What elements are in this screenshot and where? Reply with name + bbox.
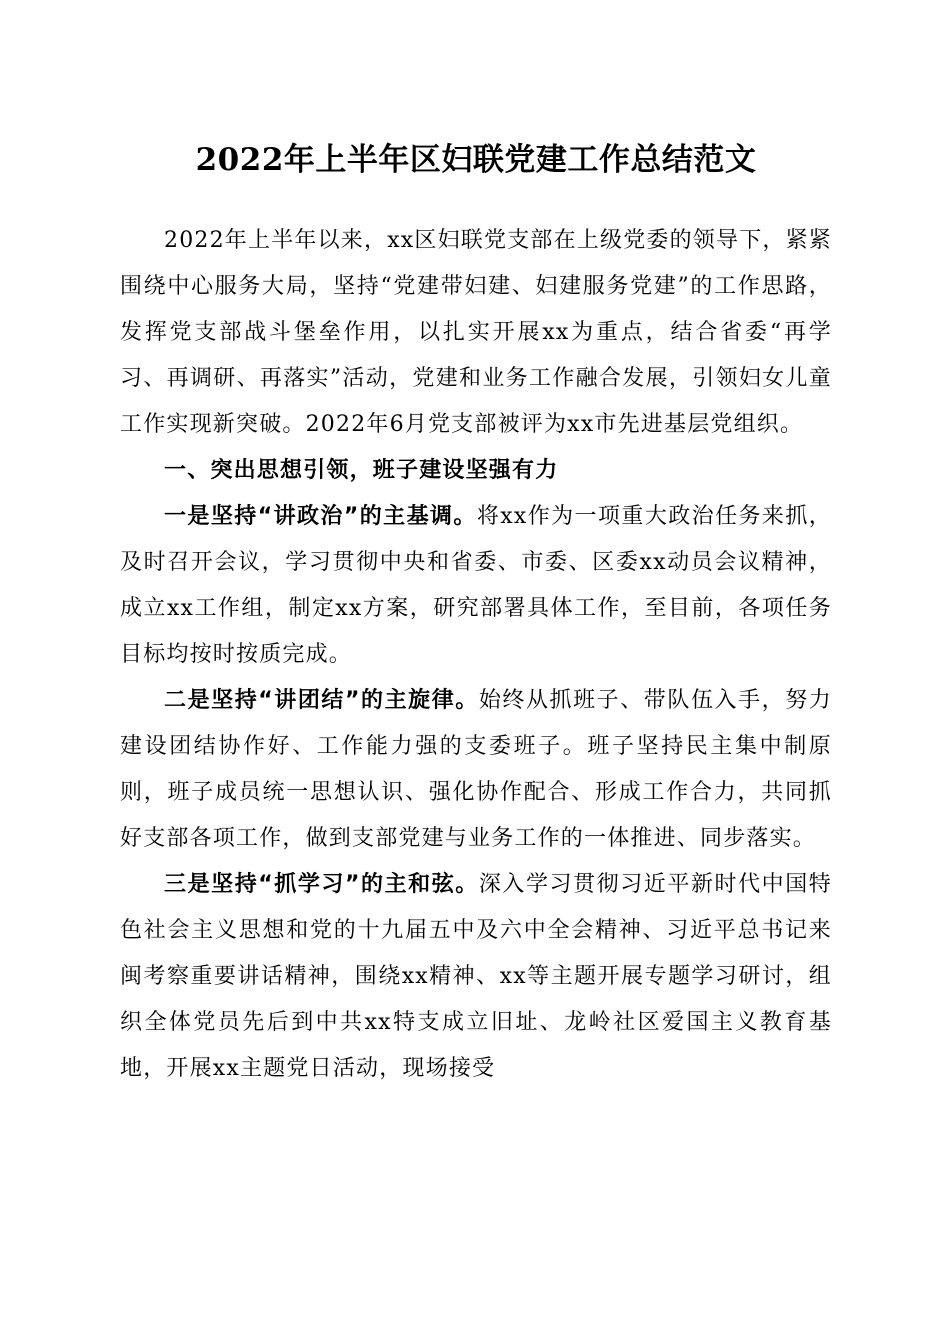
intro-paragraph: 2022年上半年以来，xx区妇联党支部在上级党委的领导下，紧紧围绕中心服务大局，坚持“党建带妇建、妇建服务党建”的工作思路，发挥党支部战斗堡垒作用，以扎实开展xx为重点，结合省委“再学习、再调研、再落实”活动，党建和业务工作融合发展，引领妇女儿童工作实现新突破。2022年6月党支部被评为xx市先进基层党组织。: [120, 228, 833, 437]
document-page: [120, 130, 832, 1092]
paragraph-1-body: 将xx作为一项重大政治任务来抓，及时召开会议，学习贯彻中央和省委、市委、区委xx动员会议精神，成立xx工作组，制定xx方案，研究部署具体工作，至目前，各项任务目标均按时按质完成。: [120, 504, 832, 667]
paragraph-2-body: 始终从抓班子、带队伍入手，努力建设团结协作好、工作能力强的支委班子。班子坚持民主集中制原则，班子成员统一思想认识、强化协作配合、形成工作合力，共同抓好支部各项工作，做到支部党建与业务工作的一体推进、同步落实。: [120, 688, 832, 851]
paragraph-3-body: 深入学习贯彻习近平新时代中国特色社会主义思想和党的十九届五中及六中全会精神、习近平总书记来闽考察重要讲话精神，围绕xx精神、xx等主题开展专题学习研讨，组织全体党员先后到中共xx特支成立旧址、龙岭社区爱国主义教育基地，开展xx主题党日活动，现场接受: [120, 872, 832, 1081]
paragraph-3: [120, 862, 832, 1092]
document-title: 2022年上半年区妇联党建工作总结范文: [195, 142, 757, 178]
paragraph-3-lead: 三是坚持“抓学习”的主和弦。: [164, 872, 479, 897]
paragraph-1-lead: 一是坚持“讲政治”的主基调。: [164, 504, 477, 529]
paragraph-2-lead: 二是坚持“讲团结”的主旋律。: [164, 688, 479, 713]
paragraph-2: [120, 678, 832, 862]
section-heading: 一、突出思想引领，班子建设坚强有力: [164, 458, 559, 483]
paragraph-1: [120, 494, 832, 678]
